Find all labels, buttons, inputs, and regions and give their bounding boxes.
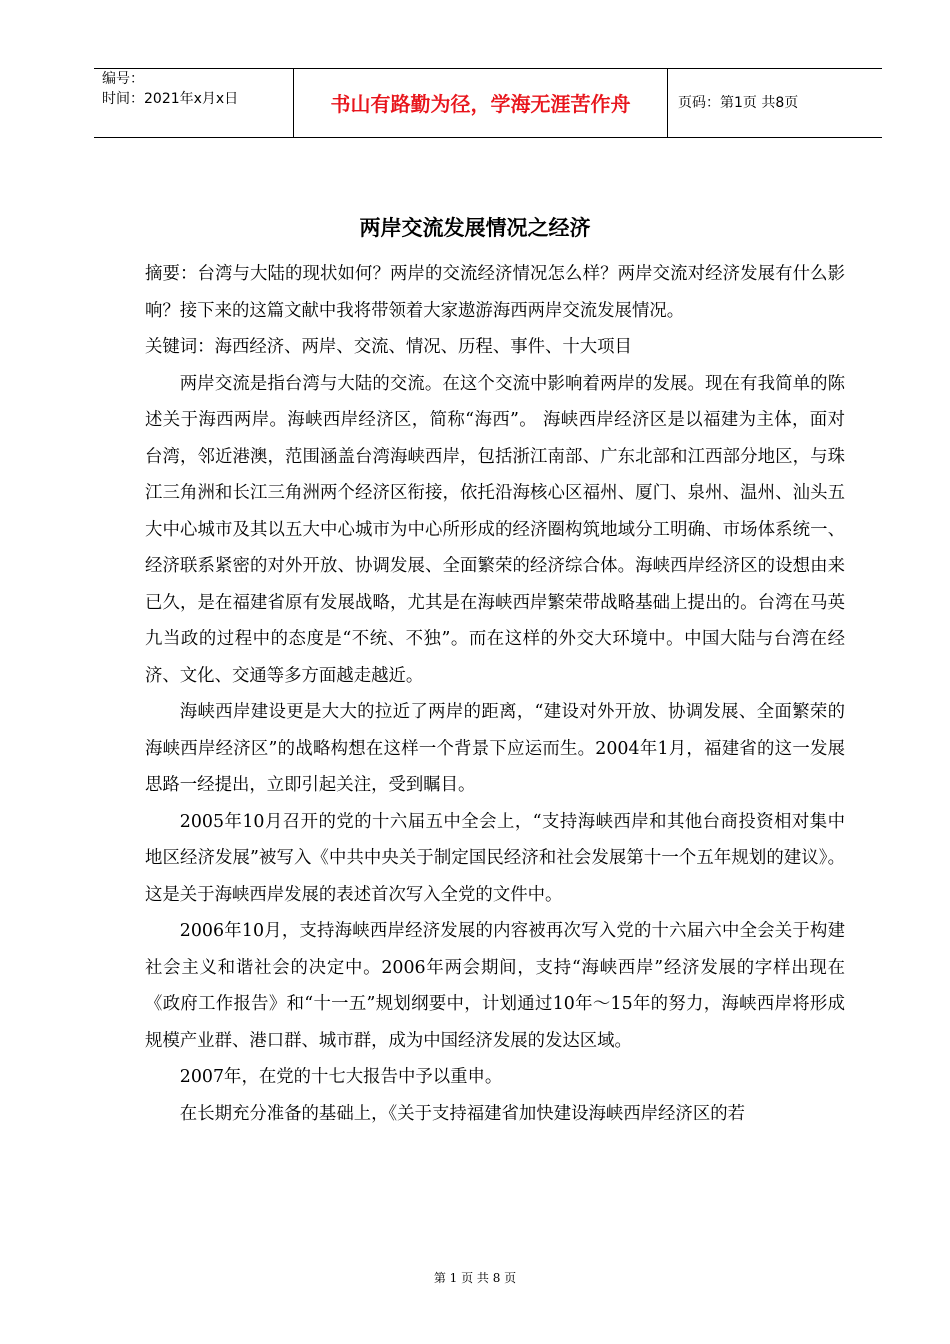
body-paragraph: 2007年，在党的十七大报告中予以重申。 xyxy=(179,1067,503,1087)
body-paragraph: 在长期充分准备的基础上，《关于支持福建省加快建设海峡西岸经济区的若 xyxy=(179,1103,745,1124)
motto-text: 书山有路勤为径，学海无涯苦作舟 xyxy=(330,92,631,116)
body-paragraph: 海峡西岸建设更是大大的拉近了两岸的距离，“建设对外开放、协调发展、全面繁荣的海峡西岸经济区”的战略构想在这样一个背景下应运而生。2004年1月，福建省的这一发展思路一经提出，立即引起关注，受到瞩目。 xyxy=(145,702,845,795)
document-title: 两岸交流发展情况之经济 xyxy=(359,215,591,240)
body-paragraph: 两岸交流是指台湾与大陆的交流。在这个交流中影响着两岸的发展。现在有我简单的陈述关于海西两岸。海峡西岸经济区，简称“海西”。 海峡西岸经济区是以福建为主体，面对台湾，邻近港澳，范围涵盖台湾海峡西岸，包括浙江南部、广东北部和江西部分地区，与珠江三角洲和长江三角洲两个经济区衔接，依托沿海核心区福州、厦门、泉州、温州、汕头五大中心城市及其以五大中心城市为中心所形成的经济圈构筑地域分工明确、市场体系统一、经济联系紧密的对外开放、协调发展、全面繁荣的经济综合体。海峡西岸经济区的设想由来已久，是在福建省原有发展战略，尤其是在海峡西岸繁荣带战略基础上提出的。台湾在马英九当政的过程中的态度是“不统、不独”。而在这样的外交大环境中。中国大陆与台湾在经济、文化、交通等多方面越走越近。 xyxy=(145,373,845,686)
number-label: 编号： xyxy=(102,71,144,87)
header-motto-cell xyxy=(293,69,668,137)
keywords-paragraph: 关键词：海西经济、两岸、交流、情况、历程、事件、十大项目 xyxy=(145,337,632,357)
document-body xyxy=(145,256,845,1132)
document-header xyxy=(94,68,882,138)
body-paragraph: 2006年10月，支持海峡西岸经济发展的内容被再次写入党的十六届六中全会关于构建社会主义和谐社会的决定中。2006年两会期间，支持“海峡西岸”经济发展的字样出现在《政府工作报告》和“十一五”规划纲要中，计划通过10年～15年的努力，海峡西岸将形成规模产业群、港口群、城市群，成为中国经济发展的发达区域。 xyxy=(145,921,845,1051)
page-footer: 第 1 页 共 8 页 xyxy=(433,1271,517,1285)
header-page-cell xyxy=(668,69,882,137)
abstract-paragraph: 摘要：台湾与大陆的现状如何？两岸的交流经济情况怎么样？两岸交流对经济发展有什么影响？接下来的这篇文献中我将带领着大家遨游海西两岸交流发展情况。 xyxy=(145,264,845,321)
time-label: 时间：2021年x月x日 xyxy=(102,91,239,107)
body-paragraph: 2005年10月召开的党的十六届五中全会上，“支持海峡西岸和其他台商投资相对集中地区经济发展”被写入《中共中央关于制定国民经济和社会发展第十一个五年规划的建议》。这是关于海峡西岸发展的表述首次写入全党的文件中。 xyxy=(145,811,845,905)
header-meta-cell xyxy=(94,69,293,137)
page-info: 页码：第1页 共8页 xyxy=(678,95,799,111)
